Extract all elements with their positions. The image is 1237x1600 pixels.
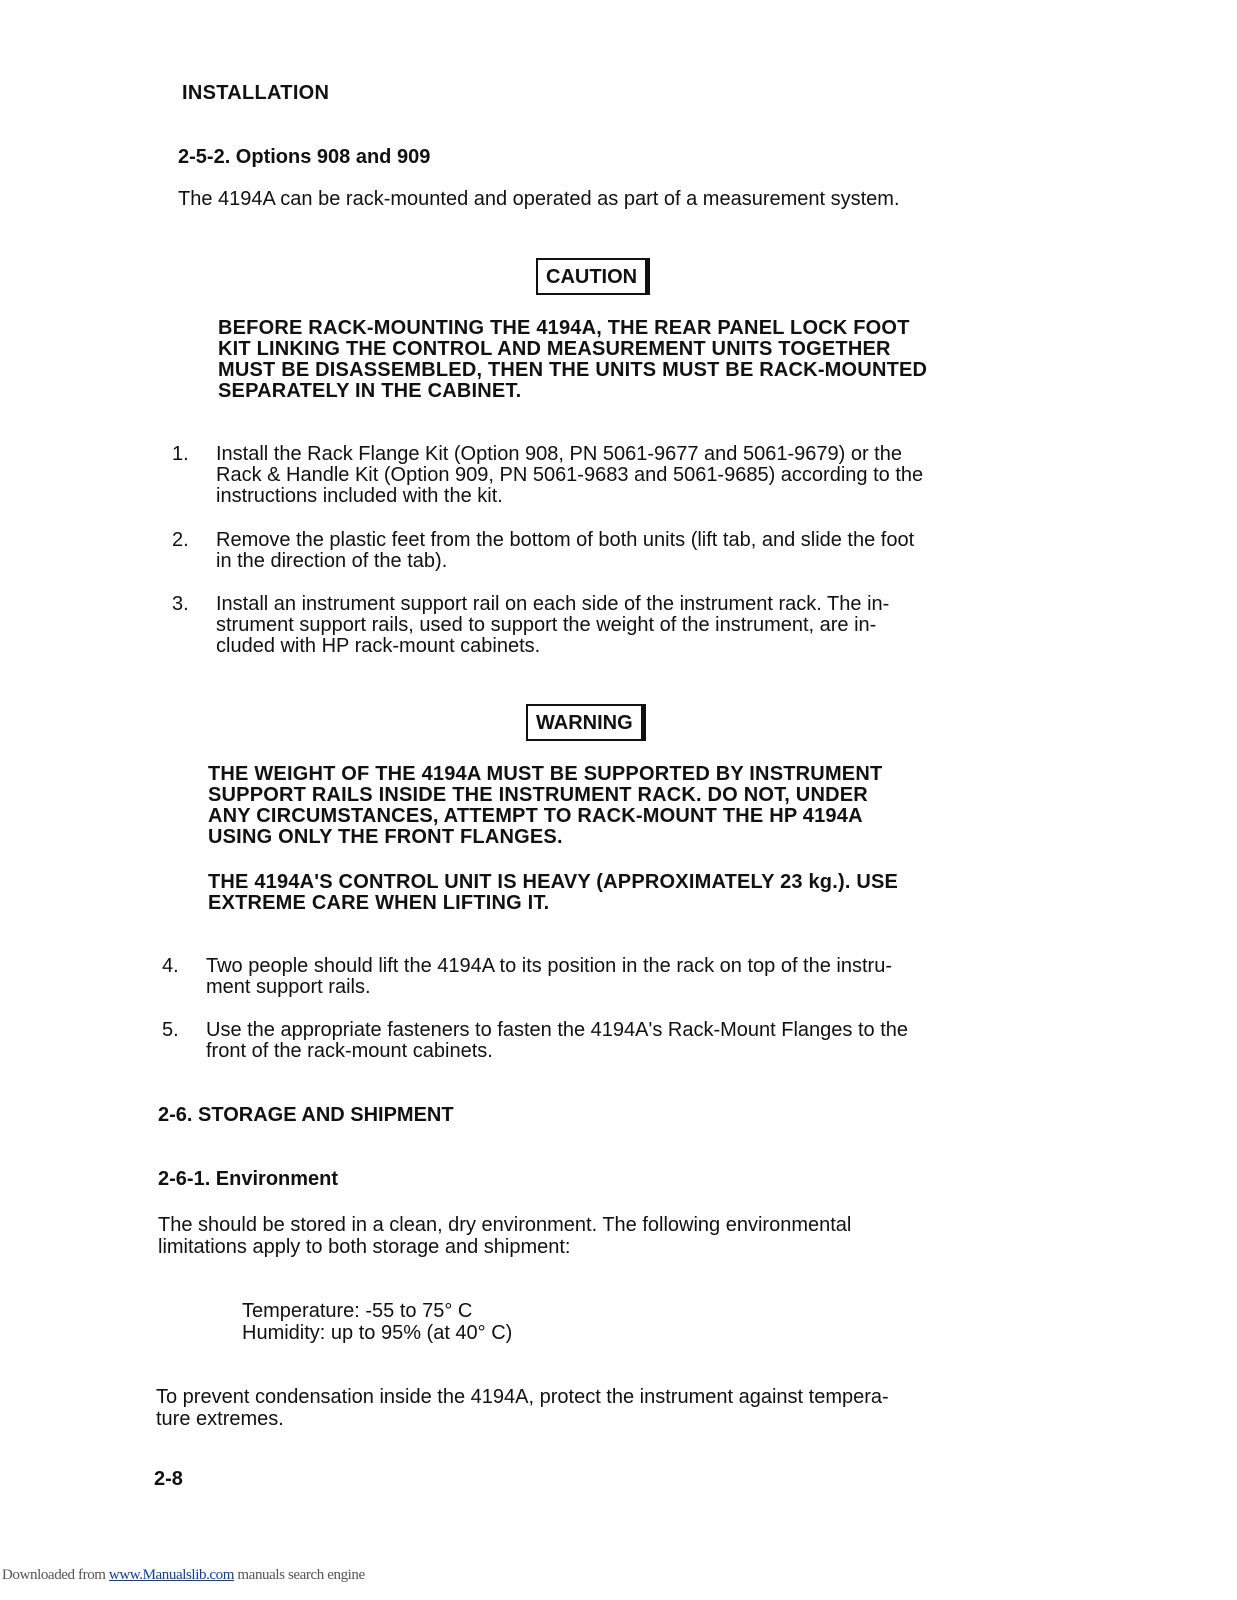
condensation-paragraph [156, 1386, 992, 1430]
caution-label: CAUTION [536, 258, 650, 295]
warning-text-2 [208, 872, 958, 914]
list-line: Rack & Handle Kit (Option 909, PN 5061-9683 and 5061-9685) according to the [216, 464, 924, 486]
manualslib-link[interactable]: www.Manualslib.com [108, 1567, 235, 1583]
caution-text [218, 318, 966, 402]
list-text [216, 594, 1008, 657]
list-number: 1. [172, 443, 189, 465]
spec-temperature: Temperature: -55 to 75° C [242, 1300, 473, 1322]
warning-line: ANY CIRCUMSTANCES, ATTEMPT TO RACK-MOUNT THE HP 4194A [208, 805, 863, 827]
list-line: Two people should lift the 4194A to its position in the rack on top of the instru- [206, 955, 892, 977]
footer-suffix: manuals search engine [234, 1567, 365, 1583]
warning-line: USING ONLY THE FRONT FLANGES. [208, 826, 563, 848]
list-line: Install an instrument support rail on each side of the instrument rack. The in- [216, 593, 890, 615]
list-line: in the direction of the tab). [216, 550, 448, 572]
list-text [206, 956, 998, 998]
paragraph-line: The should be stored in a clean, dry environment. The following environmental [158, 1214, 852, 1236]
list-line: ment support rails. [206, 976, 371, 998]
list-number: 5. [162, 1019, 179, 1041]
intro-paragraph: The 4194A can be rack-mounted and operated as part of a measurement system. [178, 188, 900, 210]
caution-line: MUST BE DISASSEMBLED, THEN THE UNITS MUST BE RACK-MOUNTED [218, 359, 928, 381]
list-text [216, 444, 1008, 507]
list-text [206, 1020, 998, 1062]
list-number: 4. [162, 955, 179, 977]
running-head: INSTALLATION [182, 82, 330, 104]
section-heading-2-5-2: 2-5-2. Options 908 and 909 [178, 146, 431, 168]
warning-line: THE WEIGHT OF THE 4194A MUST BE SUPPORTED BY INSTRUMENT [208, 763, 883, 785]
paragraph-line: ture extremes. [156, 1408, 284, 1430]
caution-line: KIT LINKING THE CONTROL AND MEASUREMENT UNITS TOGETHER [218, 338, 891, 360]
environment-paragraph [158, 1214, 994, 1258]
warning-label: WARNING [526, 704, 646, 741]
section-heading-2-6: 2-6. STORAGE AND SHIPMENT [158, 1104, 454, 1126]
footer-prefix: Downloaded from [2, 1567, 109, 1583]
list-number: 2. [172, 529, 189, 551]
page-number: 2-8 [154, 1468, 183, 1490]
caution-line: BEFORE RACK-MOUNTING THE 4194A, THE REAR PANEL LOCK FOOT [218, 317, 910, 339]
list-line: strument support rails, used to support the weight of the instrument, are in- [216, 614, 877, 636]
warning-text [208, 764, 958, 848]
warning-line: THE 4194A'S CONTROL UNIT IS HEAVY (APPROXIMATELY 23 kg.). USE [208, 871, 899, 893]
list-line: Remove the plastic feet from the bottom of both units (lift tab, and slide the foot [216, 529, 915, 551]
paragraph-line: To prevent condensation inside the 4194A, protect the instrument against tempera- [156, 1386, 889, 1408]
list-line: instructions included with the kit. [216, 485, 503, 507]
list-text [216, 530, 1008, 572]
caution-line: SEPARATELY IN THE CABINET. [218, 380, 522, 402]
spec-humidity: Humidity: up to 95% (at 40° C) [242, 1322, 513, 1344]
environment-specs [242, 1300, 512, 1344]
paragraph-line: limitations apply to both storage and shipment: [158, 1236, 571, 1258]
list-line: front of the rack-mount cabinets. [206, 1040, 493, 1062]
list-line: Use the appropriate fasteners to fasten the 4194A's Rack-Mount Flanges to the [206, 1019, 909, 1041]
list-line: cluded with HP rack-mount cabinets. [216, 635, 541, 657]
warning-line: EXTREME CARE WHEN LIFTING IT. [208, 892, 550, 914]
list-line: Install the Rack Flange Kit (Option 908, PN 5061-9677 and 5061-9679) or the [216, 443, 902, 465]
list-number: 3. [172, 593, 189, 615]
download-footer [2, 1567, 365, 1584]
section-heading-2-6-1: 2-6-1. Environment [158, 1168, 339, 1190]
warning-line: SUPPORT RAILS INSIDE THE INSTRUMENT RACK. DO NOT, UNDER [208, 784, 868, 806]
